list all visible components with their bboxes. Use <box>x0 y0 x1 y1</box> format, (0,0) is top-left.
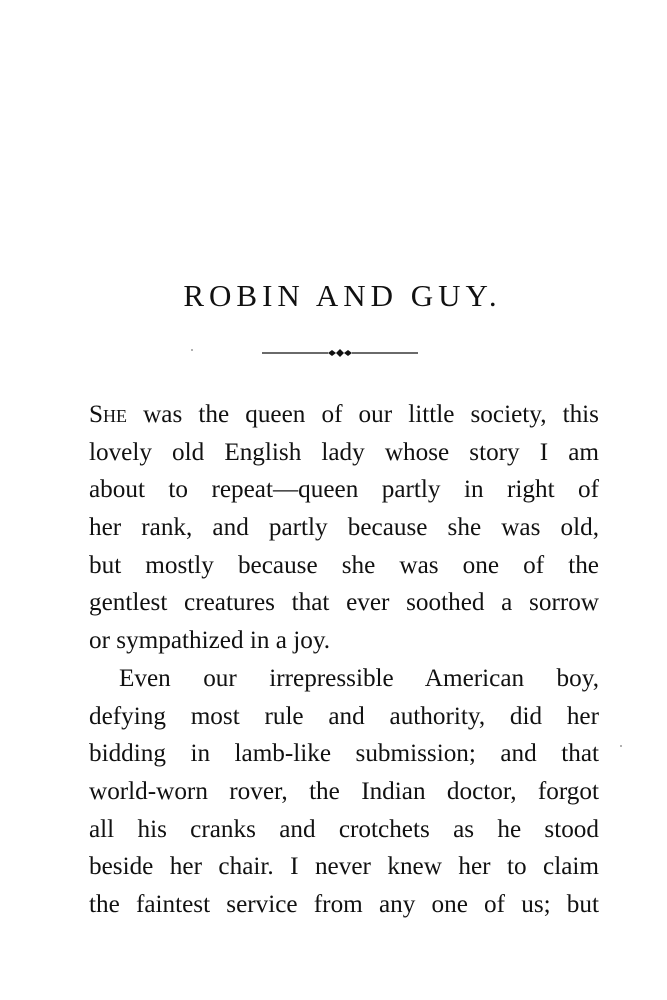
text-line: gentlest creatures that ever soothed a sorrow <box>89 589 599 617</box>
paper-speck <box>191 349 193 351</box>
paper-speck <box>620 745 622 747</box>
text-line: the faintest service from any one of us; but <box>89 890 599 918</box>
text-line: all his cranks and crotchets as he stood <box>89 815 599 843</box>
text-line: Even our irrepressible American boy, <box>119 664 599 692</box>
chapter-title: ROBIN AND GUY. <box>183 278 502 313</box>
text-line: her rank, and partly because she was old, <box>89 514 599 542</box>
text-line: beside her chair. I never knew her to claim <box>89 853 599 881</box>
paragraph-1 <box>89 396 599 660</box>
opening-word: She <box>89 401 128 428</box>
text-line: or sympathized in a joy. <box>89 627 331 655</box>
text-line: She was the queen of our little society, this <box>89 401 599 428</box>
paragraph-2 <box>89 660 599 924</box>
text-line: lovely old English lady whose story I am <box>89 438 599 466</box>
diamond-rule-ornament <box>262 345 418 361</box>
text-line: bidding in lamb-like submission; and that <box>89 740 599 768</box>
body-text <box>89 396 599 924</box>
text-line: world-worn rover, the Indian doctor, forgot <box>89 777 599 805</box>
text-line: but mostly because she was one of the <box>89 551 599 579</box>
text-line: about to repeat—queen partly in right of <box>89 476 599 504</box>
text-line: defying most rule and authority, did her <box>89 702 599 730</box>
